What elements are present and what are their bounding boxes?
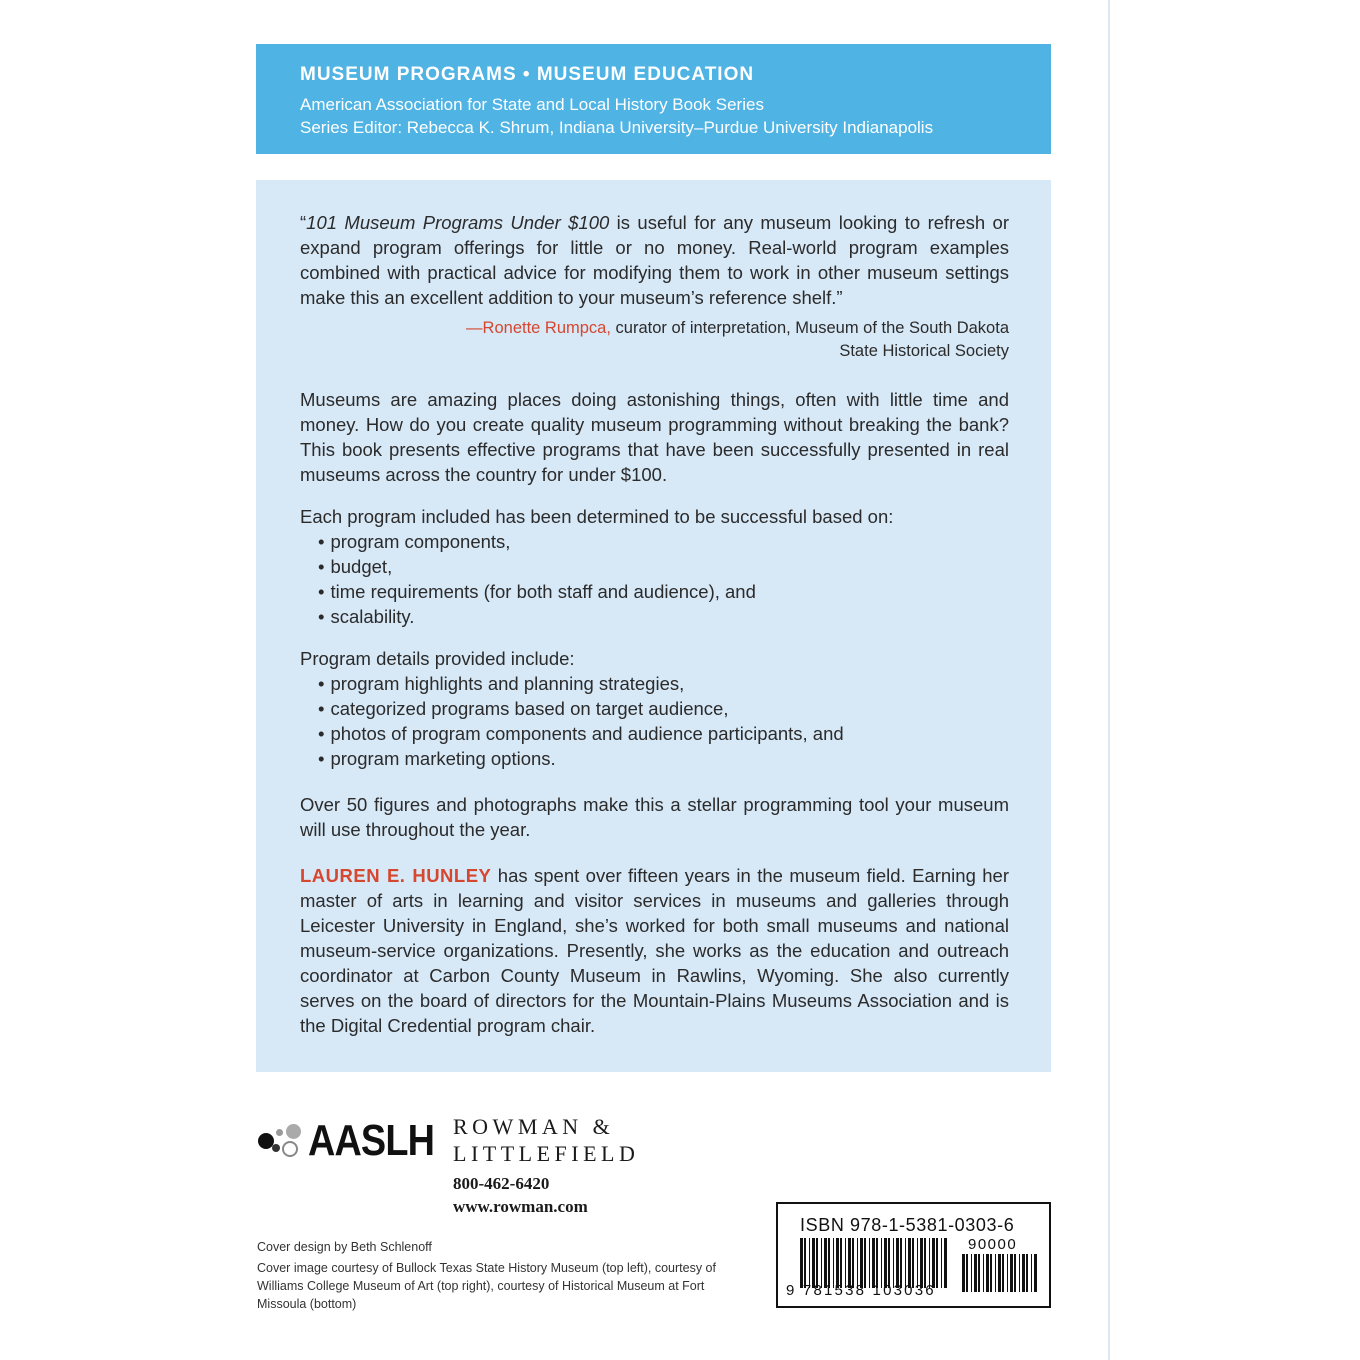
endorser-role: curator of interpretation, Museum of the South Dakota [610, 319, 1009, 337]
publisher-website: www.rowman.com [453, 1197, 588, 1216]
series-editor: Series Editor: Rebecca K. Shrum, Indiana University–Purdue University Indianapolis [300, 118, 934, 137]
endorser-org: State Historical Society [839, 342, 1009, 360]
endorsement-quote: “101 Museum Programs Under $100 is useful for any museum looking to refresh or expand program offerings for little or no money. Real-world program examples combined with practical advice for modifying them to work in other museum settings make this an excellent addition to your museum’s reference shelf.” [300, 212, 1009, 308]
list-item: • budget, [318, 554, 1009, 579]
author-name: LAUREN E. HUNLEY [300, 865, 492, 886]
spine-fold-line [1108, 0, 1110, 1360]
aaslh-wordmark: AASLH [308, 1116, 435, 1165]
addon-digits: 90000 [968, 1236, 1018, 1253]
list-item: • photos of program components and audience participants, and [318, 721, 1009, 746]
publisher-name-line1: ROWMAN & [453, 1114, 615, 1139]
publisher-name-line2: LITTLEFIELD [453, 1141, 640, 1166]
aaslh-dots-icon [258, 1121, 304, 1161]
quoted-book-title: 101 Museum Programs Under $100 [306, 212, 610, 233]
series-header [256, 44, 1051, 154]
criteria-heading: Each program included has been determined to be successful based on: [300, 506, 894, 527]
series-name: American Association for State and Local History Book Series [300, 95, 764, 114]
publisher-block [453, 1113, 639, 1219]
design-credit: Cover design by Beth Schlenoff [257, 1240, 432, 1254]
figures-paragraph: Over 50 figures and photographs make this a stellar programming tool your museum will use throughout the year. [300, 794, 1009, 840]
endorsement-attribution [300, 317, 1009, 363]
intro-paragraph: Museums are amazing places doing astonishing things, often with little time and money. How do you create quality museum programming without breaking the bank? This book presents effective programs that have been successfully presented in real museums across the country for under $100. [300, 389, 1009, 485]
image-credit: Cover image courtesy of Bullock Texas State History Museum (top left), courtesy of Williams College Museum of Art (top right), courtesy of Historical Museum at Fort Missoula (bottom) [257, 1261, 716, 1311]
details-heading: Program details provided include: [300, 648, 575, 669]
list-item: • program highlights and planning strategies, [318, 671, 1009, 696]
list-item: • time requirements (for both staff and audience), and [318, 579, 1009, 604]
cover-credits [257, 1238, 717, 1313]
list-item: • program components, [318, 529, 1009, 554]
details-list [300, 671, 1009, 771]
author-bio: LAUREN E. HUNLEY has spent over fifteen years in the museum field. Earning her master of arts in learning and visitor services in museums and galleries through Leicester University in England, she’s worked for both small museums and national museum-service organizations. Presently, she works as the education and outreach coordinator at Carbon County Museum in Rawlins, Wyoming. She also currently serves on the board of directors for the Mountain-Plains Museums Association and is the Digital Credential program chair. [300, 865, 1009, 1036]
list-item: • scalability. [318, 604, 1009, 629]
aaslh-logo [258, 1118, 455, 1164]
isbn-barcode [776, 1202, 1051, 1308]
endorser-name: —Ronette Rumpca, [466, 319, 611, 337]
description-panel [256, 180, 1051, 1072]
ean-digits: 9 781538 103036 [786, 1282, 936, 1299]
series-title: MUSEUM PROGRAMS • MUSEUM EDUCATION [300, 64, 755, 85]
isbn-label: ISBN 978-1-5381-0303-6 [800, 1215, 1015, 1235]
criteria-list [300, 529, 1009, 629]
list-item: • categorized programs based on target audience, [318, 696, 1009, 721]
publisher-phone: 800-462-6420 [453, 1174, 550, 1193]
list-item: • program marketing options. [318, 746, 1009, 771]
